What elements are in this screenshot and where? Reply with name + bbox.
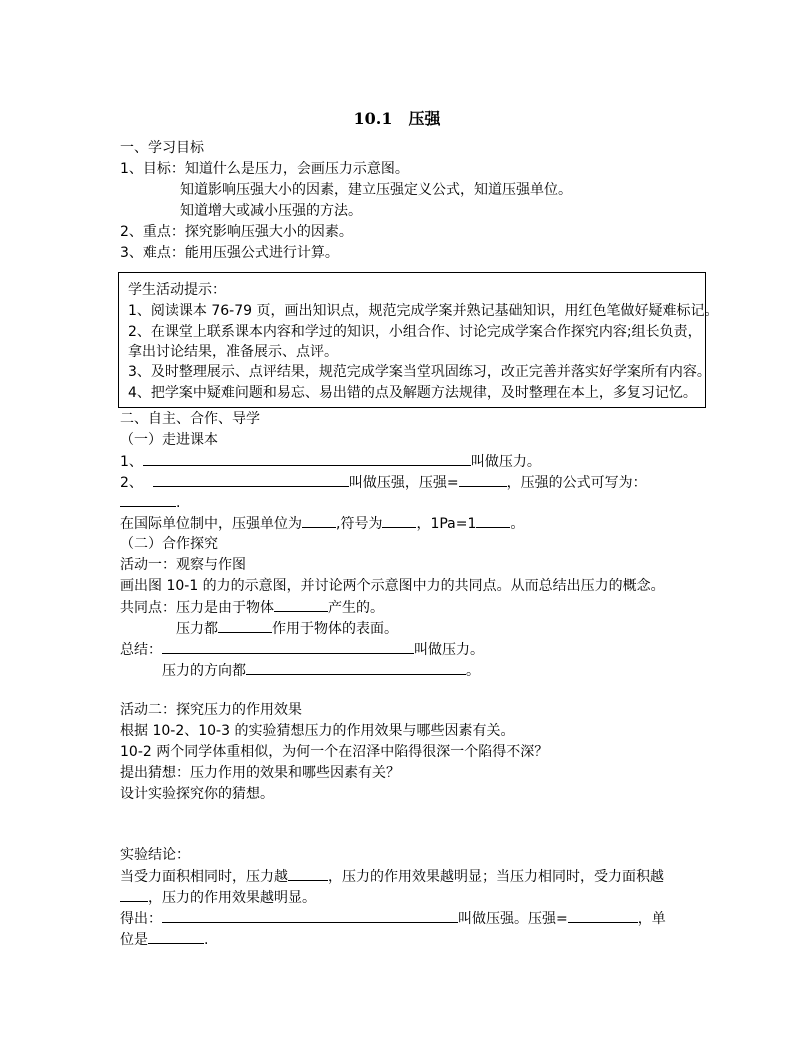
goal-prefix: 1、目标： [120, 161, 185, 177]
activity-1-desc: 画出图 10-1 的力的示意图，并讨论两个示意图中力的共同点。从而总结出压力的概念。 [120, 578, 665, 594]
derive-text-b: 叫做压强。压强= [458, 911, 568, 927]
common-text-a: 共同点：压力是由于物体 [120, 600, 274, 616]
activity-2-line-2: 10-2 两个同学体重相似，为何一个在沼泽中陷得很深一个陷得不深？ [120, 744, 549, 760]
blank-unit[interactable] [148, 929, 204, 944]
blank-q1[interactable] [143, 451, 471, 466]
activity-2-title: 活动二：探究压力的作用效果 [120, 702, 302, 718]
question-1 [120, 451, 541, 472]
blank-q3-symbol[interactable] [382, 513, 416, 528]
blank-q3-pa[interactable] [476, 513, 510, 528]
blank-concl-2[interactable] [120, 887, 148, 902]
common2-text-a: 压力都 [176, 621, 218, 637]
direction-line [162, 660, 480, 681]
common-point-2 [176, 618, 398, 639]
unit-text-b: . [204, 932, 209, 948]
q2-text-end: ，压强的公式可写为： [506, 475, 647, 491]
tips-heading: 学生活动提示： [128, 282, 226, 298]
concl-text-a: 当受力面积相同时，压力越 [120, 869, 288, 885]
summary-text-b: 叫做压力。 [414, 642, 484, 658]
concl-text-c: ，压力的作用效果越明显。 [148, 890, 316, 906]
page-title: 10.1 压强 [353, 109, 441, 128]
q1-number: 1、 [120, 454, 143, 470]
activity-2-line-3: 提出猜想：压力作用的效果和哪些因素有关？ [120, 765, 400, 781]
q1-text: 叫做压力。 [470, 454, 541, 470]
concl-text-b: ，压力的作用效果越明显；当压力相同时，受力面积越 [328, 869, 664, 885]
goal-line-1 [120, 159, 409, 179]
section-heading-objectives: 一、学习目标 [120, 140, 204, 156]
blank-concl-1[interactable] [288, 866, 328, 881]
question-2 [120, 472, 647, 493]
blank-common-2[interactable] [218, 618, 272, 633]
blank-q3-unit[interactable] [302, 513, 336, 528]
summary-text-a: 总结： [120, 642, 162, 658]
question-2-cont [120, 492, 180, 513]
q2-number: 2、 [120, 475, 143, 491]
q3-text-a: 在国际单位制中，压强单位为 [120, 516, 302, 532]
blank-formula[interactable] [568, 908, 638, 923]
blank-q2-a[interactable] [153, 472, 349, 487]
key-point: 2、重点：探究影响压强大小的因素。 [120, 224, 353, 240]
direction-text-a: 压力的方向都 [162, 663, 246, 679]
tip-3: 3、及时整理展示、点评结果，规范完成学案当堂巩固练习，改正完善并落实好学案所有内容。 [128, 364, 711, 380]
subsection-textbook: （一）走进课本 [120, 432, 218, 448]
q2-text-mid: 叫做压强，压强= [348, 475, 459, 491]
q3-text-c: ，1Pa=1 [416, 516, 477, 532]
activity-tips-box [118, 272, 719, 408]
derive-text-a: 得出： [120, 911, 162, 927]
difficulty: 3、难点：能用压强公式进行计算。 [120, 245, 339, 261]
unit-text-a: 位是 [120, 932, 148, 948]
subsection-cooperative: （二）合作探究 [120, 536, 218, 552]
tip-1: 1、阅读课本 76-79 页，画出知识点，规范完成学案并熟记基础知识，用红色笔做好疑难标记。 [128, 303, 719, 319]
q2-tail: . [176, 495, 181, 511]
q3-text-b: ,符号为 [336, 516, 383, 532]
blank-direction[interactable] [246, 660, 466, 675]
unit-line [120, 929, 208, 950]
conclusion-heading: 实验结论： [120, 847, 190, 863]
direction-text-b: 。 [466, 663, 480, 679]
common2-text-b: 作用于物体的表面。 [272, 621, 398, 637]
activity-2-line-4: 设计实验探究你的猜想。 [120, 786, 274, 802]
tip-4: 4、把学案中疑难问题和易忘、易出错的点及解题方法规律，及时整理在本上，多复习记忆。 [128, 385, 697, 401]
question-3 [120, 513, 524, 534]
tip-2: 2、在课堂上联系课本内容和学过的知识，小组合作、讨论完成学案合作探究内容;组长负责， [128, 324, 702, 340]
conclusion-line-1 [120, 866, 664, 887]
blank-common-1[interactable] [274, 597, 328, 612]
conclusion-line-2 [120, 887, 316, 908]
summary-line [120, 639, 484, 660]
activity-1-title: 活动一：观察与作图 [120, 557, 246, 573]
goal-1: 知道什么是压力，会画压力示意图。 [184, 161, 409, 177]
goal-3: 知道增大或减小压强的方法。 [180, 203, 362, 219]
blank-q2-b[interactable] [459, 472, 507, 487]
blank-summary[interactable] [162, 639, 414, 654]
q3-text-d: 。 [510, 516, 525, 532]
section-heading-guide: 二、自主、合作、导学 [120, 411, 260, 427]
tip-2-cont: 拿出讨论结果，准备展示、点评。 [128, 344, 338, 360]
blank-derive[interactable] [162, 908, 458, 923]
common-point-1 [120, 597, 384, 618]
derive-text-c: ，单 [637, 911, 666, 927]
blank-q2-formula[interactable] [120, 492, 176, 507]
goal-2: 知道影响压强大小的因素，建立压强定义公式，知道压强单位。 [180, 182, 572, 198]
common-text-b: 产生的。 [328, 600, 384, 616]
derive-line [120, 908, 666, 929]
activity-2-line-1: 根据 10-2、10-3 的实验猜想压力的作用效果与哪些因素有关。 [120, 723, 515, 739]
